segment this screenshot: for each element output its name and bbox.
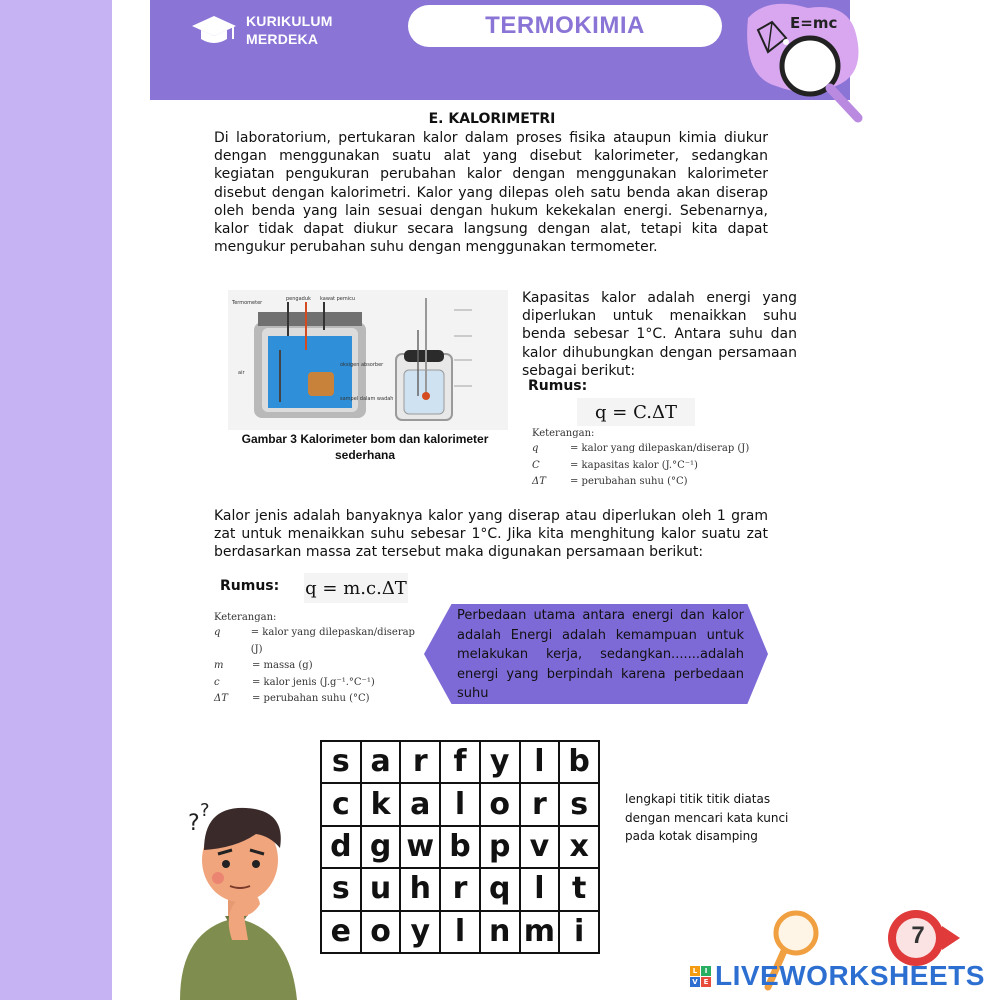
grid-cell[interactable]: p [480, 826, 520, 868]
grid-cell[interactable]: l [520, 741, 560, 783]
grid-cell[interactable]: o [480, 783, 520, 825]
deco-text: E=mc [790, 14, 838, 32]
grid-cell[interactable]: h [400, 868, 440, 910]
logo-line-2: MERDEKA [246, 31, 319, 47]
keterangan-row: ΔT = perubahan suhu (°C) [214, 693, 370, 704]
grid-cell[interactable]: d [321, 826, 361, 868]
label-air: air [238, 370, 245, 376]
grid-cell[interactable]: r [520, 783, 560, 825]
rumus-label-1: Rumus: [528, 378, 588, 394]
keterangan-row: q = kalor yang dilepaskan/diserap (J) [532, 443, 750, 454]
grid-cell[interactable]: w [400, 826, 440, 868]
grid-cell[interactable]: r [400, 741, 440, 783]
grid-cell[interactable]: m [520, 911, 560, 953]
calorimeter-figure [228, 290, 508, 430]
keterangan-1-heading: Keterangan: [532, 428, 595, 439]
intro-paragraph: Di laboratorium, pertukaran kalor dalam proses fisika ataupun kimia diukur dengan menggunakan suatu alat yang disebut kalorimeter, sedangkan kegiatan pengukuran perubahan kalor dengan menggunakan kalorimeter disebut dengan kalorimetri. Kalor yang dilepas oleh satu benda akan diserap oleh benda yang lain sesuai dengan hukum kekekalan energi. Sebenarnya, kalor tidak dapat diukur secara langsung dengan alat, tetapi kita dapat mengukur perubahan suhu dengan menggunakan termometer. [214, 130, 768, 256]
formula-specific-heat: q = m.c.ΔT [304, 573, 408, 603]
keterangan-2-heading: Keterangan: [214, 612, 277, 623]
title-pill [408, 5, 722, 47]
grid-cell[interactable]: g [361, 826, 401, 868]
grid-cell[interactable]: s [321, 741, 361, 783]
rumus-label-2: Rumus: [220, 578, 280, 594]
grid-cell[interactable]: k [361, 783, 401, 825]
label-termometer: Termometer [232, 300, 263, 306]
grid-cell[interactable]: b [440, 826, 480, 868]
keterangan-2 [214, 612, 424, 708]
word-search-grid [320, 740, 600, 954]
grid-cell[interactable]: s [321, 868, 361, 910]
label-sampel: sampel dalam wadah [340, 396, 394, 402]
label-kawat: kawat pemicu [320, 296, 356, 302]
page-number: 7 [911, 922, 925, 949]
instruction-text: lengkapi titik titik diatas dengan mencari kata kunci pada kotak disamping [625, 792, 789, 844]
grid-cell[interactable]: q [480, 868, 520, 910]
grid-cell[interactable]: x [559, 826, 599, 868]
grid-cell[interactable]: v [520, 826, 560, 868]
kurikulum-merdeka-logo [190, 8, 340, 52]
logo-line-1: KURIKULUM [246, 13, 333, 29]
keterangan-row: C = kapasitas kalor (J.°C⁻¹) [532, 459, 698, 471]
liveworksheets-watermark [690, 958, 985, 994]
grid-cell[interactable]: y [480, 741, 520, 783]
grid-cell[interactable]: e [321, 911, 361, 953]
watermark-text: LIVEWORKSHEETS [715, 960, 985, 991]
grid-cell[interactable]: n [480, 911, 520, 953]
grid-cell[interactable]: i [559, 911, 599, 953]
formula-heat-capacity: q = C.ΔT [577, 398, 695, 426]
grid-cell[interactable]: a [361, 741, 401, 783]
grid-cell[interactable]: o [361, 911, 401, 953]
keterangan-row: m = massa (g) [214, 660, 313, 671]
keterangan-row: q = kalor yang dilepaskan/diserap (J) [214, 627, 415, 655]
grid-cell[interactable]: a [400, 783, 440, 825]
thinking-mark-2: ? [200, 800, 210, 821]
grid-cell[interactable]: s [559, 783, 599, 825]
liveworksheets-logo-icon: L I V E [690, 966, 711, 987]
callout-text: Perbedaan utama antara energi dan kalor adalah Energi adalah kemampuan untuk melakukan kerja, sedangkan.......adalah energi yang berpindah karena perbedaan suhu [457, 608, 744, 702]
section-title: E. KALORIMETRI [428, 111, 556, 127]
figure-caption: Gambar 3 Kalorimeter bom dan kalorimeter sederhana [241, 432, 489, 462]
thinking-person-icon [170, 790, 310, 1000]
label-pengaduk: pengaduk [286, 296, 311, 302]
keterangan-row: ΔT = perubahan suhu (°C) [532, 476, 688, 487]
graduation-cap-icon [190, 12, 238, 48]
page-title: TERMOKIMIA [485, 12, 645, 39]
grid-cell[interactable]: l [440, 911, 480, 953]
grid-cell[interactable]: b [559, 741, 599, 783]
keterangan-1 [532, 428, 772, 491]
keterangan-row: c = kalor jenis (J.g⁻¹.°C⁻¹) [214, 676, 375, 688]
grid-cell[interactable]: y [400, 911, 440, 953]
heat-capacity-paragraph: Kapasitas kalor adalah energi yang diperlukan untuk menaikkan suhu benda sebesar 1°C. Antara suhu dan kalor dihubungkan dengan persamaan sebagai berikut: [522, 290, 797, 379]
grid-cell[interactable]: c [321, 783, 361, 825]
grid-cell[interactable]: u [361, 868, 401, 910]
specific-heat-paragraph: Kalor jenis adalah banyaknya kalor yang diserap atau diperlukan oleh 1 gram zat untuk menaikkan suhu sebesar 1°C. Jika kita menghitung kalor suatu zat berdasarkan massa zat tersebut maka digunakan persamaan berikut: [214, 508, 768, 561]
grid-cell[interactable]: l [440, 783, 480, 825]
label-oksigen: oksigen absorber [340, 362, 384, 368]
magnifier-emc-decoration-icon [728, 0, 868, 126]
grid-cell[interactable]: r [440, 868, 480, 910]
grid-cell[interactable]: f [440, 741, 480, 783]
thinking-mark-1: ? [188, 811, 200, 836]
left-decorative-band [0, 0, 112, 1000]
grid-cell[interactable]: t [559, 868, 599, 910]
grid-cell[interactable]: l [520, 868, 560, 910]
